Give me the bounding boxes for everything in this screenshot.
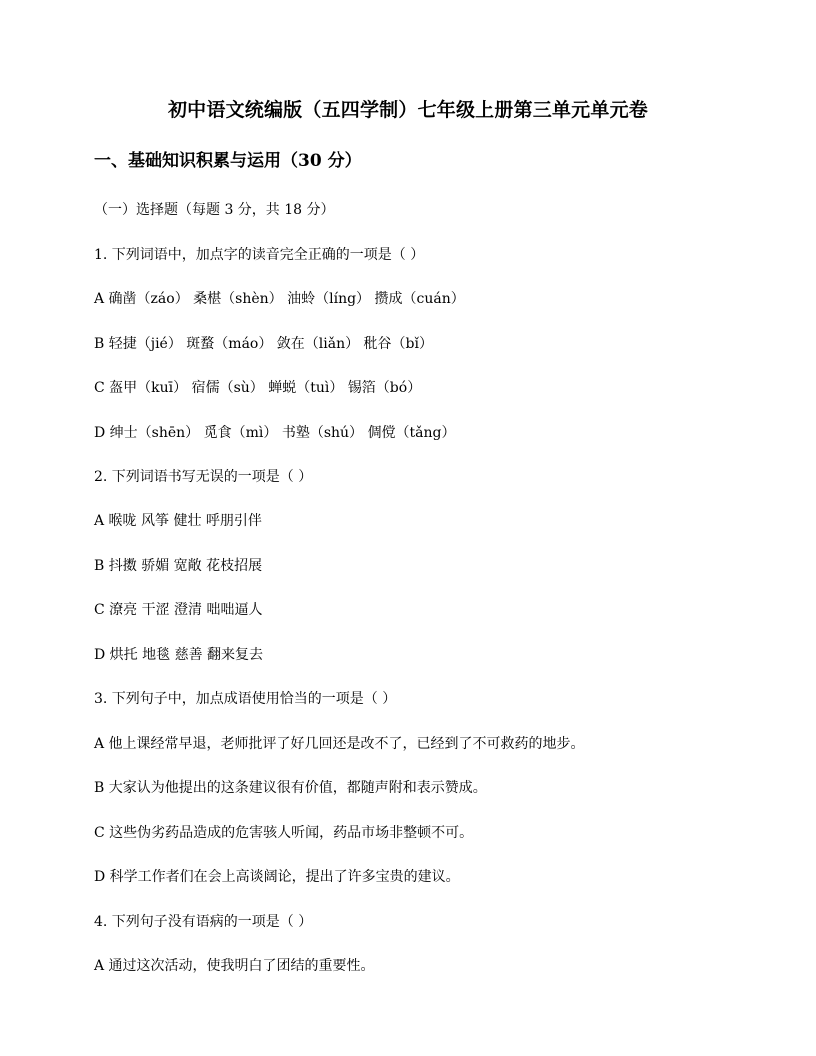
question-2-stem: 2. 下列词语书写无误的一项是（ ） [94, 469, 313, 485]
question-3-stem: 3. 下列句子中，加点成语使用恰当的一项是（ ） [94, 691, 397, 707]
question-2-option-d: D 烘托 地毯 慈善 翻来复去 [94, 647, 264, 663]
question-4-option-a: A 通过这次活动，使我明白了团结的重要性。 [94, 958, 375, 974]
question-1-option-a: A 确凿（záo） 桑椹（shèn） 油蛉（líng） 攒成（cuán） [94, 291, 465, 307]
question-3-option-b: B 大家认为他提出的这条建议很有价值，都随声附和表示赞成。 [94, 780, 487, 796]
question-3-option-d: D 科学工作者们在会上高谈阔论，提出了许多宝贵的建议。 [94, 869, 460, 885]
question-2-option-c: C 潦亮 干涩 澄清 咄咄逼人 [94, 602, 263, 618]
section-heading: 一、基础知识积累与运用（30 分） [94, 151, 362, 171]
question-2-option-b: B 抖擞 骄媚 宽敞 花枝招展 [94, 558, 263, 574]
question-2-option-a: A 喉咙 风筝 健壮 呼朋引伴 [94, 513, 262, 529]
question-1-option-b: B 轻捷（jié） 斑蝥（máo） 敛在（liǎn） 秕谷（bǐ） [94, 336, 433, 352]
question-1-option-d: D 绅士（shēn） 觅食（mì） 书塾（shú） 倜傥（tǎng） [94, 425, 456, 441]
question-3-option-a: A 他上课经常早退，老师批评了好几回还是改不了，已经到了不可救药的地步。 [94, 736, 585, 752]
question-1-option-c: C 盔甲（kuī） 宿儒（sù） 蝉蜕（tuì） 锡箔（bó） [94, 380, 422, 396]
question-3-option-c: C 这些伪劣药品造成的危害骇人听闻，药品市场非整顿不可。 [94, 825, 474, 841]
subsection-heading: （一）选择题（每题 3 分，共 18 分） [94, 202, 335, 218]
page-title: 初中语文统编版（五四学制）七年级上册第三单元单元卷 [167, 99, 648, 121]
question-1-stem: 1. 下列词语中，加点字的读音完全正确的一项是（ ） [94, 247, 425, 263]
question-4-stem: 4. 下列句子没有语病的一项是（ ） [94, 914, 313, 930]
